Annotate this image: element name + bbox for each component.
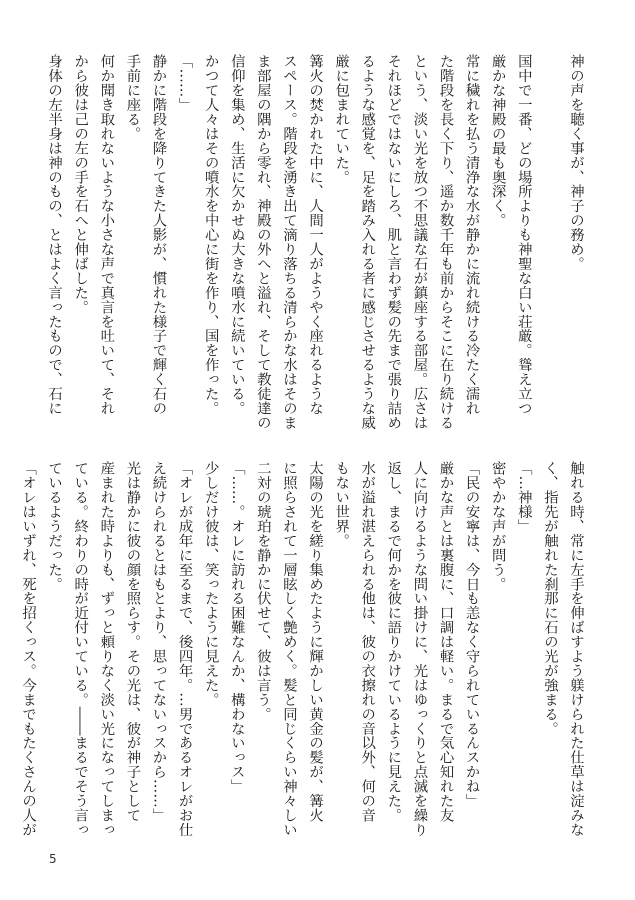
text-line: 「…神様」 — [515, 461, 532, 534]
text-line: 何か聞き取れないような小さな声で真言を吐いて、それ — [98, 54, 115, 416]
text-line: 厳に包まれていた。 — [333, 54, 350, 185]
page-number: 5 — [49, 852, 57, 866]
text-block-upper — [41, 54, 589, 432]
text-line: 神の声を聴く事が、神子の務め。 — [568, 54, 584, 271]
text-line: ているようだった。 — [46, 461, 63, 592]
text-line: た階段を長く下り、遥か数千年も前からそこに在り続ける — [437, 54, 454, 430]
text-line: 「民の安寧は、今日も恙なく守られているんスかね」 — [463, 461, 480, 808]
text-line — [537, 54, 563, 432]
text-line: かつて人々はその噴水を中心に街を作り、国を作った。 — [202, 54, 219, 416]
text-line: 手前に座る。 — [124, 54, 141, 141]
text-line: 密やかな声が問う。 — [489, 461, 506, 592]
text-line: 光は静かに彼の顔を照らす。その光は、彼が神子として — [124, 461, 141, 823]
text-line: 水が溢れ湛えられる他は、彼の衣擦れの音以外、何の音 — [359, 461, 376, 823]
text-line: 「……」 — [176, 54, 193, 112]
text-line: え続けられるとはもとより、思ってないっスから……」 — [150, 461, 167, 823]
text-line: ている。終わりの時が近付いている。――まるでそう言っ — [72, 461, 89, 837]
text-line: 「……。オレに訪れる困難なんか、構わないっス」 — [228, 461, 245, 794]
text-line: 身体の左半身は神のもの、とはよく言ったもので、石に — [46, 54, 63, 416]
text-line: 厳かな声とは裏腹に、口調は軽い。まるで気心知れた友 — [437, 461, 454, 823]
text-line: 「オレが成年に至るまで、後四年。…男であるオレがお仕 — [176, 461, 193, 837]
text-line: に照らされて一層眩しく艶めく。髪と同じくらい神々しい — [280, 461, 297, 837]
text-line: ま部屋の隅から零れ、神殿の外へと溢れ、そして教徒達の — [254, 54, 271, 430]
text-line: 国中で一番、どの場所よりも神聖な白い荘厳。聳え立つ — [515, 54, 532, 416]
text-line: 常に穢れを払う清浄な水が静かに流れ続ける冷たく濡れ — [463, 54, 480, 416]
text-line: スペース。階段を湧き出て滴り落ちる清らかな水はそのま — [280, 54, 297, 430]
text-line: から彼は己の左の手を石へと伸ばした。 — [72, 54, 89, 315]
text-line: く、指先が触れた刹那に石の光が強まる。 — [541, 461, 558, 736]
text-line: 産まれた時よりも、ずっと頼りなく淡い光になってしまっ — [98, 461, 115, 837]
text-line: 厳かな神殿の最も奥深く。 — [489, 54, 506, 228]
text-line: 触れる時、常に左手を伸ばすよう躾けられた仕草は淀みな — [568, 461, 584, 837]
text-line: 返し、まるで何かを彼に語りかけているように見えた。 — [385, 461, 402, 823]
text-line: 静かに階段を降りてきた人影が、慣れた様子で輝く石の — [150, 54, 167, 416]
text-line: 二対の琥珀を静かに伏せて、彼は言う。 — [254, 461, 271, 722]
text-line: それほどではないにしろ、肌と言わず髪の先まで張り詰め — [385, 54, 402, 430]
text-line: という、淡い光を放つ不思議な石が鎮座する部屋。広さは — [411, 54, 428, 430]
text-line: もない世界。 — [333, 461, 350, 548]
text-line: 少しだけ彼は、笑ったように見えた。 — [202, 461, 219, 707]
text-line: 信仰を集め、生活に欠かせぬ大きな噴水に続いている。 — [228, 54, 245, 416]
text-block-lower — [20, 461, 589, 839]
text-line: 「オレはいずれ、死を招くっス。今までもたくさんの人が — [20, 461, 37, 837]
text-line: 人に向けるような問い掛けに、光はゆっくりと点滅を繰り — [411, 461, 428, 837]
text-line: るような感覚を、足を踏み入れる者に感じさせるような威 — [359, 54, 376, 430]
text-line: 篝火の焚かれた中に、人間一人がようやく座れるような — [307, 54, 324, 416]
text-line: 太陽の光を縒り集めたように輝かしい黄金の髪が、篝火 — [307, 461, 324, 823]
